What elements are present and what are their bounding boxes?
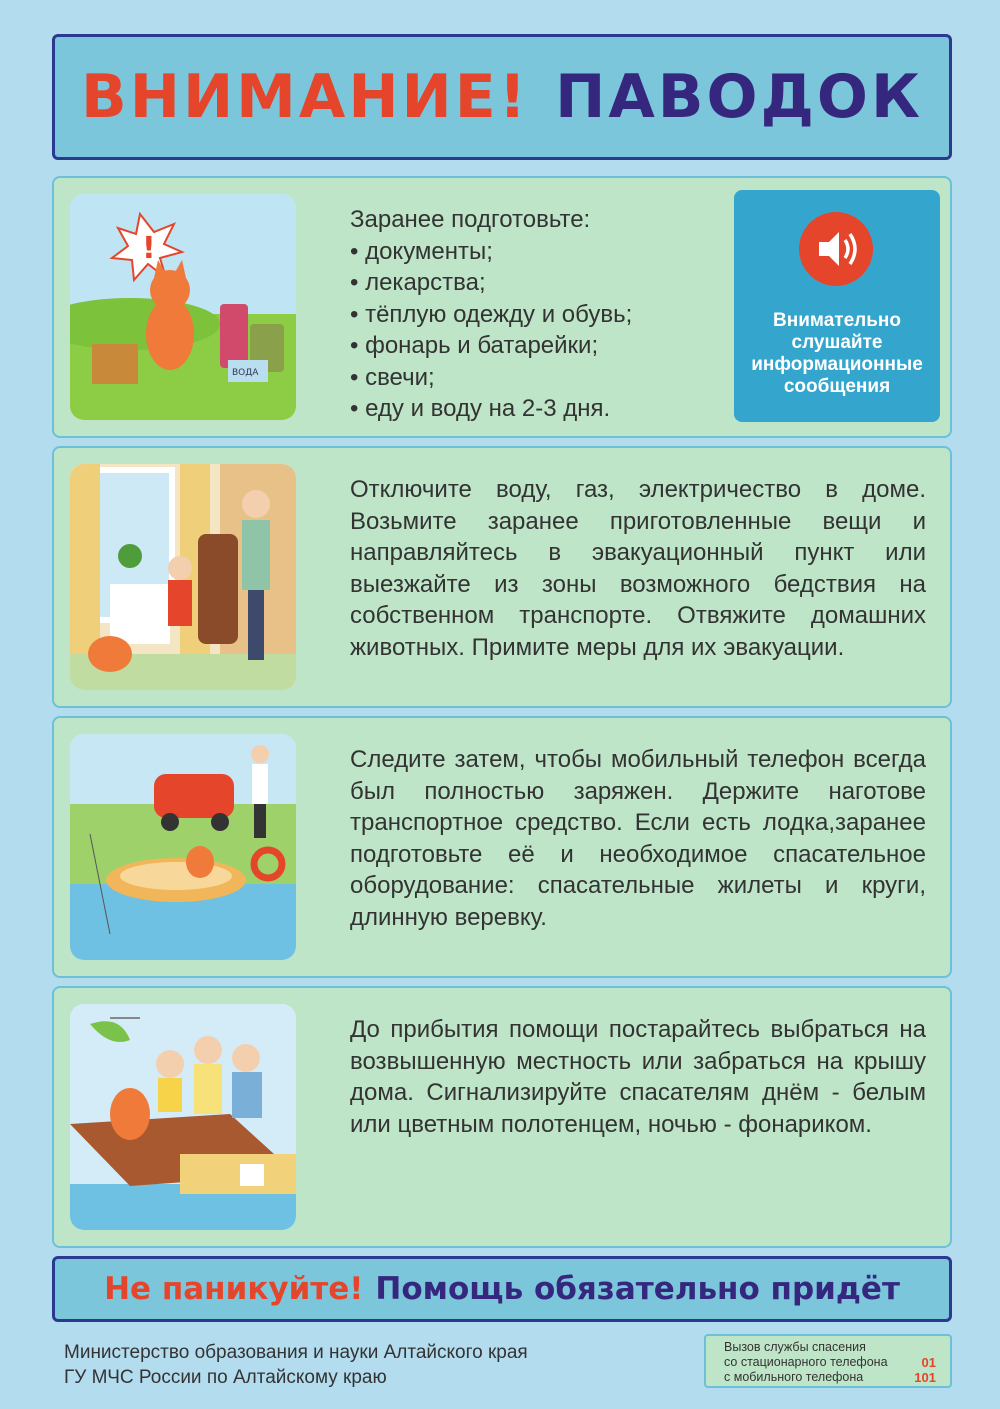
banner-dont-panic: Не паникуйте!	[104, 1271, 364, 1307]
transport-text	[350, 744, 926, 933]
contact-row-mobile	[724, 1370, 936, 1385]
svg-text:!: !	[142, 231, 156, 266]
prepare-intro: Заранее подготовьте:	[350, 206, 591, 233]
landline-label: со стационарного телефона	[724, 1355, 888, 1369]
contacts-title: Вызов службы спасения	[724, 1340, 866, 1354]
speaker-icon	[799, 212, 873, 286]
illustration-family-on-roof	[70, 1004, 296, 1230]
illustration-car-and-boat	[70, 734, 296, 960]
header-title-flood: ПАВОДОК	[555, 62, 923, 132]
emergency-contacts	[704, 1334, 952, 1388]
water-label: ВОДА	[232, 368, 259, 378]
organization-info	[64, 1340, 528, 1390]
listen-message: Внимательно слушайте информационные сообщения	[751, 310, 923, 397]
mobile-label: с мобильного телефона	[724, 1370, 864, 1384]
rooftop-paragraph: До прибытия помощи постарайтесь выбраться на возвышенную местность или забраться на крышу дома. Сигнализируйте спасателям днём - белым или цветным полотенцем, ночью - фонариком.	[350, 1016, 926, 1138]
section-transport	[52, 716, 952, 978]
list-item: • тёплую одежду и обувь;	[350, 300, 633, 328]
org-ministry: Министерство образования и науки Алтайского края	[64, 1342, 528, 1363]
listen-info-box	[734, 190, 940, 422]
transport-paragraph: Следите затем, чтобы мобильный телефон всегда был полностью заряжен. Держите наготове транспортное средство. Если есть лодка,заранее подготовьте её и необходимое спасательное оборудование: спасательные жилеты и круги, длинную веревку.	[350, 746, 926, 931]
illustration-cat-with-luggage	[70, 194, 296, 420]
banner-help-coming: Помощь обязательно придёт	[375, 1271, 900, 1307]
evacuate-paragraph: Отключите воду, газ, электричество в доме. Возьмите заранее приготовленные вещи и направляйтесь в эвакуационный пункт или выезжайте из зоны возможного бедствия на собственном транспорте. Отвяжите домашних животных. Примите меры для их эвакуации.	[350, 476, 926, 661]
section-evacuate	[52, 446, 952, 708]
list-item: • еду и воду на 2-3 дня.	[350, 395, 611, 422]
org-emergency-ministry: ГУ МЧС России по Алтайскому краю	[64, 1367, 387, 1388]
prepare-list	[350, 204, 710, 425]
contact-row-landline	[724, 1355, 936, 1370]
list-item: • документы;	[350, 237, 493, 265]
rooftop-text	[350, 1014, 926, 1140]
list-item: • лекарства;	[350, 269, 486, 296]
header-title-warning: ВНИМАНИЕ!	[81, 62, 530, 132]
illustration-family-leaving-home	[70, 464, 296, 690]
list-item: • свечи;	[350, 363, 435, 391]
section-prepare	[52, 176, 952, 438]
page-header	[52, 34, 952, 160]
evacuate-text	[350, 474, 926, 663]
landline-number: 01	[921, 1355, 936, 1370]
mobile-number: 101	[914, 1370, 936, 1385]
section-rooftop	[52, 986, 952, 1248]
footer-banner	[52, 1256, 952, 1322]
list-item: • фонарь и батарейки;	[350, 332, 599, 359]
